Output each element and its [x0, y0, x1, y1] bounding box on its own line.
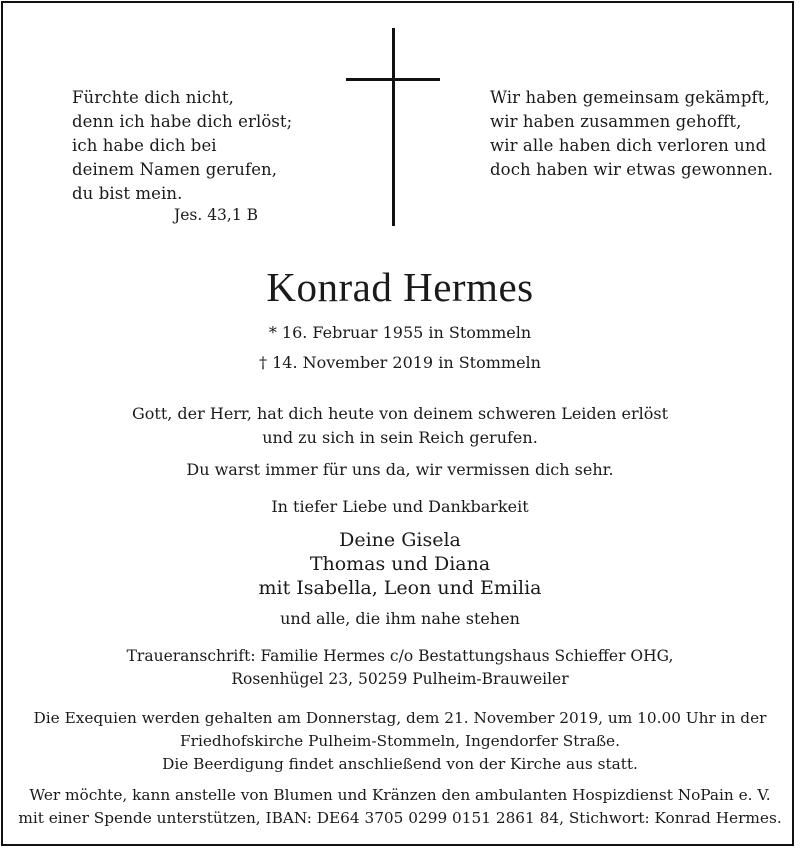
cross-icon: [392, 28, 395, 226]
life-dates: [0, 318, 800, 378]
cross-icon-bar: [346, 78, 440, 81]
service-line: Die Exequien werden gehalten am Donnerstag, dem 21. November 2019, um 10.00 Uhr in der: [33, 709, 767, 727]
verse-line: deinem Namen gerufen,: [72, 160, 278, 179]
mourners-note: und alle, die ihm nahe stehen: [280, 609, 520, 628]
mourners-list: [0, 528, 800, 600]
deceased-name: Konrad Hermes: [266, 264, 534, 310]
mourner: mit Isabella, Leon und Emilia: [258, 577, 542, 599]
verse-line: wir haben zusammen gehofft,: [490, 112, 742, 131]
address-line: Traueranschrift: Familie Hermes c/o Bestattungshaus Schieffer OHG,: [126, 647, 674, 665]
verse-line: denn ich habe dich erlöst;: [72, 112, 293, 131]
mourning-address: [0, 645, 800, 691]
birth-date: * 16. Februar 1955 in Stommeln: [268, 323, 532, 342]
death-date: † 14. November 2019 in Stommeln: [259, 353, 541, 372]
farewell-message: [0, 402, 800, 450]
mourner: Thomas und Diana: [309, 553, 491, 575]
verse-line: Fürchte dich nicht,: [72, 88, 234, 107]
verse-line: wir alle haben dich verloren und: [490, 136, 767, 155]
verse-line: ich habe dich bei: [72, 136, 217, 155]
burial-line: Die Beerdigung findet anschließend von der Kirche aus statt.: [162, 755, 638, 773]
donation-line: Wer möchte, kann anstelle von Blumen und Kränzen den ambulanten Hospizdienst NoPain e. V.: [29, 786, 771, 804]
verse-right: [490, 86, 773, 182]
donation-line: mit einer Spende unterstützen, IBAN: DE64 3705 0299 0151 2861 84, Stichwort: Konrad Hermes.: [18, 809, 782, 827]
address-line: Rosenhügel 23, 50259 Pulheim-Brauweiler: [231, 670, 569, 688]
donation-info: [0, 784, 800, 830]
service-info: [0, 707, 800, 776]
verse-line: Wir haben gemeinsam gekämpft,: [490, 88, 770, 107]
message-line: Gott, der Herr, hat dich heute von deinem schweren Leiden erlöst: [131, 404, 669, 423]
message-line: und zu sich in sein Reich gerufen.: [262, 428, 538, 447]
verse-line: doch haben wir etwas gewonnen.: [490, 160, 774, 179]
dedication: In tiefer Liebe und Dankbarkeit: [271, 497, 529, 516]
verse-reference: Jes. 43,1 B: [174, 206, 259, 224]
verse-line: du bist mein.: [72, 184, 183, 203]
message-line: Du warst immer für uns da, wir vermissen dich sehr.: [186, 460, 614, 479]
mourner: Deine Gisela: [339, 529, 461, 551]
bible-verse-left: [72, 86, 292, 206]
service-line: Friedhofskirche Pulheim-Stommeln, Ingendorfer Straße.: [180, 732, 620, 750]
